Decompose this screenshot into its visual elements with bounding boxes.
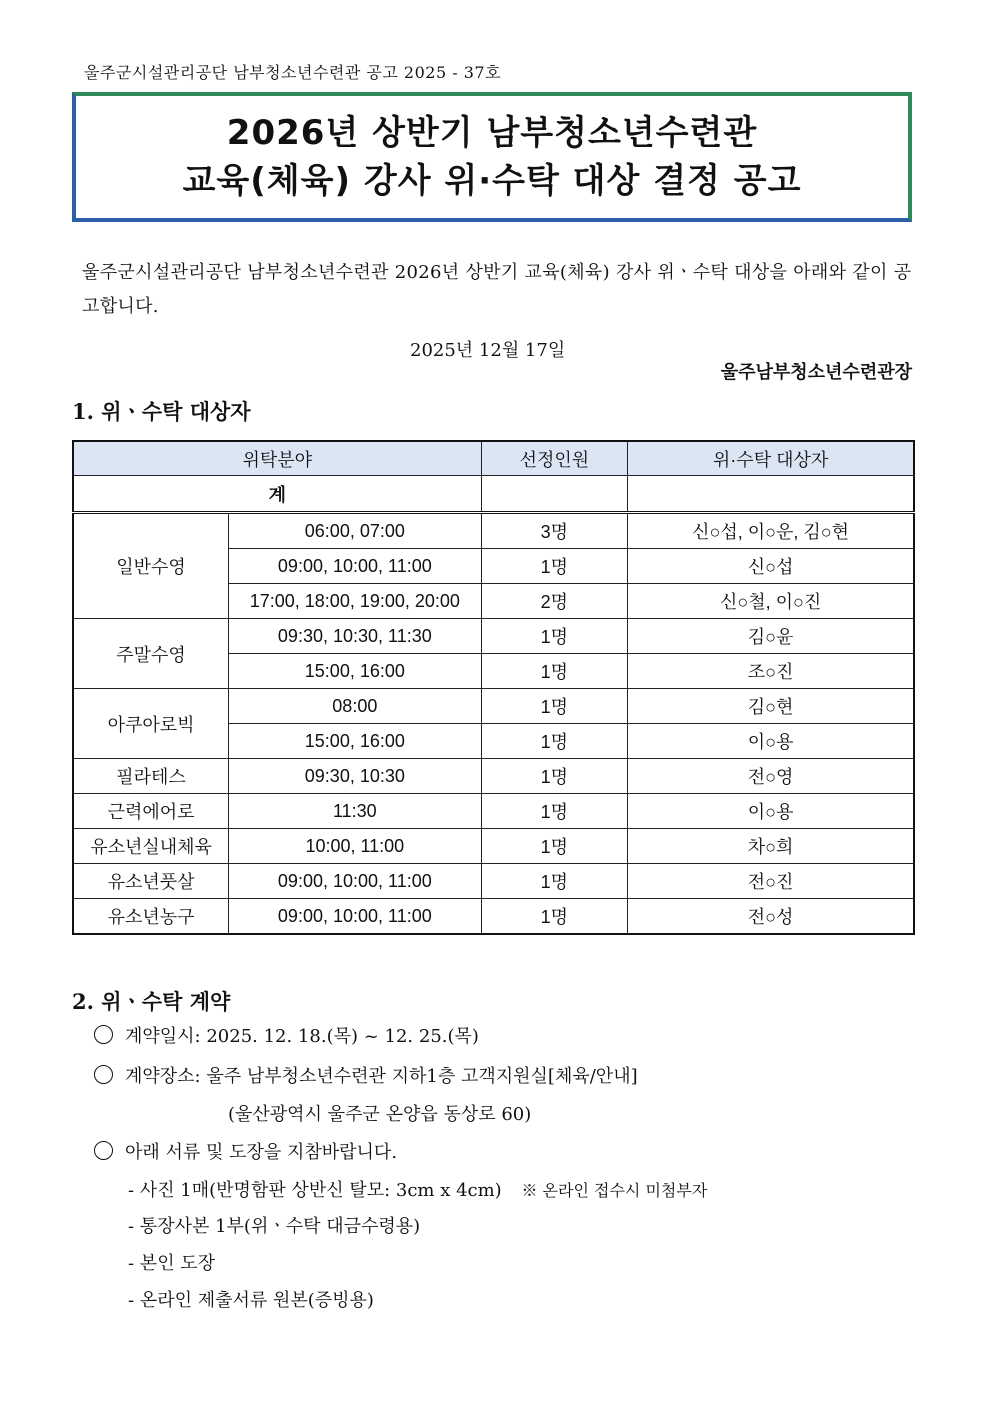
- header-count: 선정인원: [481, 441, 628, 476]
- count-cell: 3명: [481, 513, 628, 549]
- header-names: 위·수탁 대상자: [628, 441, 914, 476]
- section-2-heading: 2. 위ㆍ수탁 계약: [72, 989, 231, 1014]
- count-cell: 1명: [481, 689, 628, 724]
- category-cell: 아쿠아로빅: [73, 689, 229, 759]
- time-cell: 15:00, 16:00: [229, 724, 481, 759]
- contract-place-item: [94, 1062, 638, 1088]
- count-cell: 1명: [481, 794, 628, 829]
- names-cell: 김○현: [628, 689, 914, 724]
- doc-bankbook: - 통장사본 1부(위ㆍ수탁 대금수령용): [128, 1216, 421, 1237]
- names-cell: 신○섭, 이○운, 김○현: [628, 513, 914, 549]
- table-row: [73, 794, 914, 829]
- names-cell: 전○성: [628, 899, 914, 935]
- documents-text: 아래 서류 및 도장을 지참바랍니다.: [125, 1142, 398, 1163]
- table-row: [73, 899, 914, 935]
- time-cell: 17:00, 18:00, 19:00, 20:00: [229, 584, 481, 619]
- table-row: [73, 864, 914, 899]
- category-cell: 유소년풋살: [73, 864, 229, 899]
- names-cell: 이○용: [628, 724, 914, 759]
- time-cell: 09:00, 10:00, 11:00: [229, 549, 481, 584]
- contract-place-text: 계약장소: 울주 남부청소년수련관 지하1층 고객지원실[체육/안내]: [125, 1066, 638, 1087]
- category-cell: 유소년농구: [73, 899, 229, 935]
- time-cell: 09:30, 10:30, 11:30: [229, 619, 481, 654]
- time-cell: 15:00, 16:00: [229, 654, 481, 689]
- names-cell: 신○철, 이○진: [628, 584, 914, 619]
- photo-note: ※ 온라인 접수시 미첨부자: [521, 1181, 708, 1200]
- section-1-heading: 1. 위ㆍ수탁 대상자: [72, 399, 251, 424]
- names-cell: 신○섭: [628, 549, 914, 584]
- time-cell: 09:00, 10:00, 11:00: [229, 899, 481, 935]
- header-field: 위탁분야: [73, 441, 481, 476]
- category-cell: 일반수영: [73, 513, 229, 619]
- time-cell: 10:00, 11:00: [229, 829, 481, 864]
- count-cell: 1명: [481, 829, 628, 864]
- count-cell: 1명: [481, 619, 628, 654]
- doc-seal: - 본인 도장: [128, 1253, 216, 1274]
- count-cell: 1명: [481, 654, 628, 689]
- names-cell: 김○윤: [628, 619, 914, 654]
- notice-number: 울주군시설관리공단 남부청소년수련관 공고 2025 - 37호: [84, 63, 502, 82]
- count-cell: 1명: [481, 759, 628, 794]
- category-cell: 주말수영: [73, 619, 229, 689]
- doc-originals: - 온라인 제출서류 원본(증빙용): [128, 1290, 374, 1311]
- circle-bullet-icon: [94, 1025, 113, 1044]
- count-cell: 2명: [481, 584, 628, 619]
- contract-date-text: 계약일시: 2025. 12. 18.(목) ~ 12. 25.(목): [125, 1026, 479, 1047]
- category-cell: 필라테스: [73, 759, 229, 794]
- title-line-1: 2026년 상반기 남부청소년수련관: [226, 113, 758, 153]
- names-cell: 조○진: [628, 654, 914, 689]
- names-cell: 전○영: [628, 759, 914, 794]
- table-row: [73, 513, 914, 549]
- doc-photo-text: - 사진 1매(반명함판 상반신 탈모: 3cm x 4cm): [128, 1180, 502, 1201]
- circle-bullet-icon: [94, 1065, 113, 1084]
- selection-table: [72, 440, 915, 935]
- time-cell: 06:00, 07:00: [229, 513, 481, 549]
- count-cell: 1명: [481, 899, 628, 935]
- total-count: [481, 476, 628, 513]
- intro-paragraph: 울주군시설관리공단 남부청소년수련관 2026년 상반기 교육(체육) 강사 위ㆍ수탁 대상을 아래와 같이 공고합니다.: [82, 262, 912, 317]
- table-row: [73, 829, 914, 864]
- category-cell: 근력에어로: [73, 794, 229, 829]
- names-cell: 차○희: [628, 829, 914, 864]
- time-cell: 08:00: [229, 689, 481, 724]
- table-header-row: [73, 441, 914, 476]
- notice-date: 2025년 12월 17일: [410, 340, 566, 361]
- names-cell: 이○용: [628, 794, 914, 829]
- table-row: [73, 619, 914, 654]
- total-names: [628, 476, 914, 513]
- names-cell: 전○진: [628, 864, 914, 899]
- documents-item: [94, 1138, 397, 1164]
- title-box: [72, 92, 912, 222]
- count-cell: 1명: [481, 864, 628, 899]
- doc-photo: [128, 1176, 707, 1202]
- table-row: [73, 689, 914, 724]
- table-row: [73, 759, 914, 794]
- total-row: [73, 476, 914, 513]
- title-line-2: 교육(체육) 강사 위·수탁 대상 결정 공고: [182, 161, 802, 201]
- circle-bullet-icon: [94, 1141, 113, 1160]
- time-cell: 09:00, 10:00, 11:00: [229, 864, 481, 899]
- signer: 울주남부청소년수련관장: [720, 362, 912, 383]
- count-cell: 1명: [481, 549, 628, 584]
- count-cell: 1명: [481, 724, 628, 759]
- contract-date-item: [94, 1022, 479, 1048]
- total-label: 계: [73, 476, 481, 513]
- category-cell: 유소년실내체육: [73, 829, 229, 864]
- time-cell: 09:30, 10:30: [229, 759, 481, 794]
- time-cell: 11:30: [229, 794, 481, 829]
- address: (울산광역시 울주군 온양읍 동상로 60): [228, 1104, 532, 1125]
